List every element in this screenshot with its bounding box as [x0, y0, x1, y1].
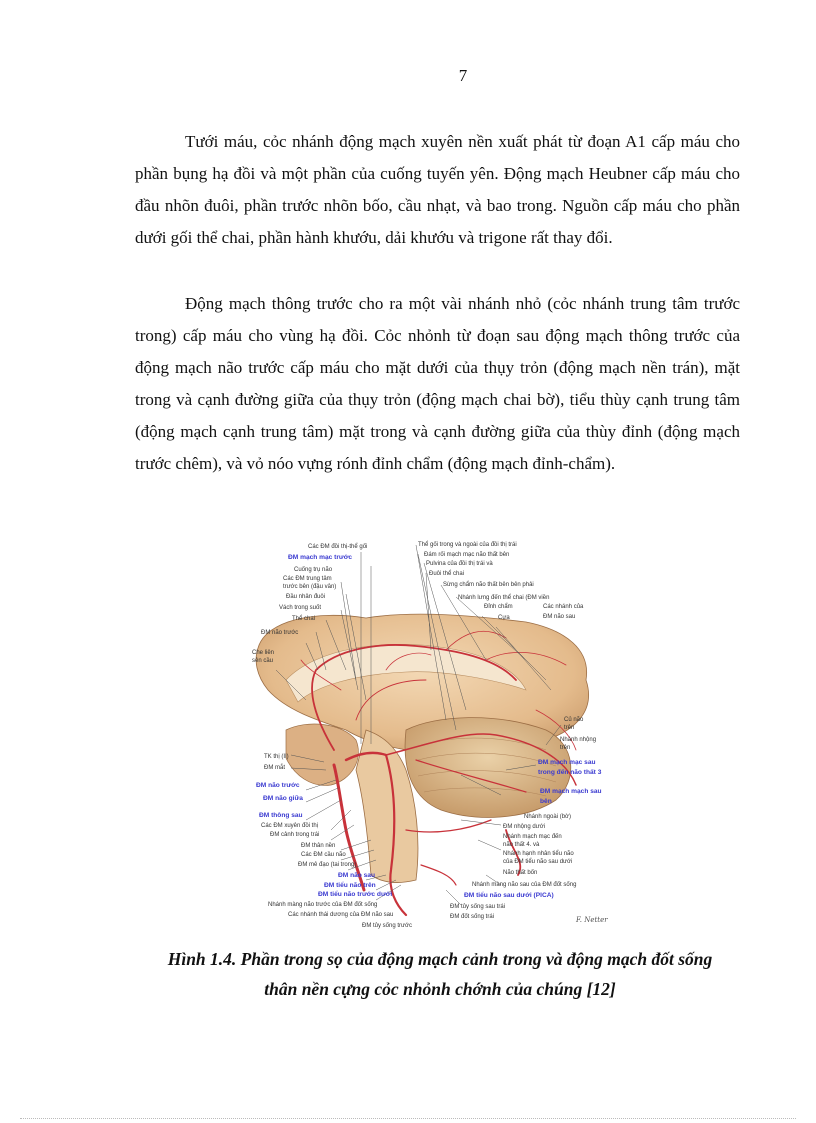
label-left-6: Vách trong suốt: [279, 605, 322, 611]
label-left-9: Che liên: [252, 650, 275, 656]
label-left-16: Các ĐM xuyên đồi thị: [261, 823, 319, 829]
label-left-15: ĐM thông sau: [259, 812, 303, 819]
label-right-8: Cựa: [498, 615, 510, 621]
label-left-3: Các ĐM trung tâm: [283, 576, 332, 582]
label-right-14: ĐM mạch mạc sau: [538, 759, 596, 766]
paragraph-1: Tưới máu, cỏc nhánh động mạch xuyên nền xuất phát từ đoạn A1 cấp máu cho phần bụng hạ đồi và một phần của cuống tuyến yên. Động mạch Heubner cấp máu cho đầu nhõn đuôi, phần trước nhõn bốo, cầu nhạt, và bao trong. Nguồn cấp máu cho phần dưới gối thể chai, phần hành khướu, dải khướu và trigone rất thay đổi.: [135, 132, 740, 247]
label-left-25: Các nhánh thái dương của ĐM não sau: [288, 912, 394, 918]
label-right-17: bên: [540, 798, 552, 805]
label-right-12: Nhánh nhộng: [560, 737, 597, 743]
label-right-13: trên: [560, 745, 571, 751]
label-right-26: ĐM tiểu não sau dưới (PICA): [464, 892, 554, 899]
label-right-20: Nhánh mạch mạc đến: [503, 834, 562, 840]
label-left-13: ĐM não trước: [256, 782, 300, 789]
label-right-15: trong đến não thất 3: [538, 769, 602, 776]
footer-divider: [20, 1118, 796, 1119]
label-left-21: ĐM não sau: [338, 872, 376, 879]
label-left-19: Các ĐM cầu não: [301, 852, 346, 858]
label-left-17: ĐM cảnh trong trái: [270, 832, 320, 838]
label-right-3: Đuôi thể chai: [429, 571, 465, 577]
label-right-6: Đỉnh chẩm: [484, 604, 513, 610]
figure-caption: [100, 944, 780, 1004]
temporal-shape: [286, 724, 358, 785]
label-right-18: Nhánh ngoài (bờ): [524, 814, 571, 820]
label-right-23: của ĐM tiểu não sau dưới: [503, 859, 573, 865]
label-right-7: Các nhánh của: [543, 604, 584, 610]
label-left-22: ĐM tiểu não trên: [324, 882, 376, 889]
label-left-4: trước bên (đậu vân): [283, 584, 337, 590]
label-left-2: Cuống trụ não: [294, 567, 333, 573]
label-left-26: ĐM tủy sống trước: [362, 923, 412, 929]
page-number: 7: [458, 66, 468, 85]
brain-illustration: [246, 530, 616, 940]
label-right-5: Nhánh lưng đến thể chai (ĐM viền: [458, 595, 550, 601]
label-right-25: Nhánh màng não sau của ĐM đốt sống: [472, 882, 577, 888]
label-right-22: Nhánh hạnh nhân tiểu não: [503, 851, 574, 857]
label-right-2: Pulvina của đồi thị trái và: [426, 561, 493, 567]
label-right-4: Sừng chẩm não thất bên bên phải: [443, 582, 534, 588]
label-right-19: ĐM nhộng dưới: [503, 824, 545, 830]
label-right-21: não thất 4. và: [503, 842, 540, 848]
label-right-10: Củ não: [564, 717, 584, 723]
label-right-16: ĐM mạch mạch sau: [540, 788, 602, 795]
label-left-23: ĐM tiểu não trước dưới: [318, 891, 393, 898]
label-right-24: Não thất bốn: [503, 870, 538, 876]
label-right-1: Đám rối mạch mạc não thất bên: [424, 552, 510, 558]
caption-line-1: Hình 1.4. Phần trong sọ của động mạch cảnh trong và động mạch đốt sống: [167, 949, 713, 969]
label-left-10: sên cầu: [252, 658, 274, 664]
label-left-0: Các ĐM đồi thị-thể gối: [308, 544, 368, 550]
caption-line-2: thân nền cựng cỏc nhỏnh chớnh của chúng [12]: [264, 979, 616, 999]
anatomy-figure: [246, 530, 616, 940]
label-left-1: ĐM mạch mạc trước: [288, 554, 353, 561]
label-left-5: Đầu nhân đuôi: [286, 594, 326, 600]
label-left-12: ĐM mắt: [264, 765, 285, 771]
label-left-24: Nhánh màng não trước của ĐM đốt sống: [268, 902, 378, 908]
label-right-9: ĐM não sau: [543, 614, 576, 620]
label-right-0: Thể gối trong và ngoài của đồi thị trái: [418, 542, 517, 548]
label-right-28: ĐM đốt sống trái: [450, 914, 495, 920]
paragraph-2: Động mạch thông trước cho ra một vài nhánh nhỏ (cỏc nhánh trung tâm trước trong) cấp máu cho vùng hạ đồi. Cỏc nhỏnh từ đoạn sau động mạch thông trước của động mạch não trước cấp máu cho mặt dưới của thụy trỏn (động mạch nền trán), mặt trong và cạnh đường giữa của thụy trỏn (động mạch chai bờ), tiểu thùy cạnh trung tâm (động mạch cạnh trung tâm) mặt trong và cạnh đường giữa của thùy đỉnh (động mạch trước chêm), và vỏ nóo vựng rónh đỉnh chẩm (động mạch đỉnh-chẩm).: [135, 294, 740, 473]
label-right-11: trên: [564, 725, 575, 731]
label-left-8: ĐM não trước: [261, 630, 299, 636]
label-left-11: TK thị (II): [264, 754, 289, 760]
label-left-18: ĐM thân nền: [301, 843, 336, 849]
artist-signature: F. Netter: [576, 916, 608, 924]
label-left-7: Thể chai: [292, 616, 316, 622]
label-left-14: ĐM não giữa: [263, 795, 303, 802]
label-left-20: ĐM mê đạo (tai trong): [298, 862, 357, 868]
label-right-27: ĐM tủy sống sau trái: [450, 904, 506, 910]
